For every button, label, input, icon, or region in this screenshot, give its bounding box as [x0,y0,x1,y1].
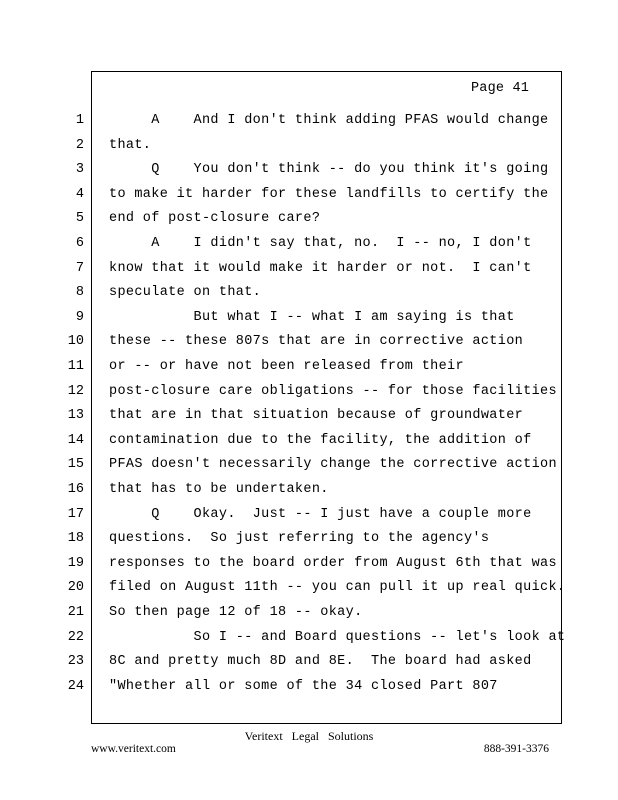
line-text: that are in that situation because of groundwater [109,408,524,424]
line-text: that has to be undertaken. [109,482,329,497]
line-text: 8C and pretty much 8D and 8E. The board had asked [109,654,532,670]
line-number: 18 [67,531,84,547]
line-number: 14 [67,432,84,448]
line-number: 7 [75,260,84,276]
line-number: 9 [75,309,84,325]
footer-phone: 888-391-3376 [483,743,549,755]
line-number: 16 [67,482,84,497]
line-text: know that it would make it harder or not. I can't [109,260,532,276]
line-text: But what I -- what I am saying is that [109,309,515,325]
line-number: 6 [75,236,84,251]
line-text: "Whether all or some of the 34 closed Part 807 [109,678,498,694]
footer-company: Veritext Legal Solutions [244,729,374,743]
line-number: 10 [67,334,84,350]
line-number: 20 [67,580,84,596]
line-text: filed on August 11th -- you can pull it up real quick. [109,580,566,596]
line-number: 24 [67,678,84,694]
line-text: A I didn't say that, no. I -- no, I don't [109,236,532,251]
line-number: 2 [75,137,84,153]
line-text: questions. So just referring to the agency's [109,531,490,547]
line-number: 1 [75,113,84,128]
line-number: 17 [67,506,84,522]
line-number: 4 [75,186,84,202]
line-text: Q You don't think -- do you think it's going [109,162,549,178]
line-text: contamination due to the facility, the addition of [109,432,532,448]
line-text: speculate on that. [109,285,262,301]
line-number: 13 [67,408,84,424]
line-text: So I -- and Board questions -- let's look at [109,629,566,645]
line-text: So then page 12 of 18 -- okay. [109,605,363,620]
line-number: 21 [67,605,84,620]
line-number: 12 [67,383,84,399]
line-number: 15 [67,457,84,473]
line-number: 11 [67,359,84,374]
line-text: to make it harder for these landfills to certify the [109,186,549,202]
footer-website: www.veritext.com [91,743,176,755]
line-number: 22 [67,629,84,645]
line-number: 23 [67,654,84,670]
line-text: that. [109,137,152,153]
line-text: or -- or have not been released from their [109,359,464,374]
line-number: 5 [75,211,84,227]
line-text: these -- these 807s that are in corrective action [109,334,524,350]
line-number: 19 [67,555,84,571]
line-text: responses to the board order from August 6th that was [109,555,557,571]
line-text: Q Okay. Just -- I just have a couple more [109,506,532,522]
line-number: 3 [75,162,84,178]
line-text: PFAS doesn't necessarily change the corrective action [109,457,557,473]
page-number: Page 41 [471,81,530,96]
line-number: 8 [75,285,84,301]
line-text: end of post-closure care? [109,211,321,227]
line-text: post-closure care obligations -- for those facilities [109,383,557,399]
line-text: A And I don't think adding PFAS would change [109,113,549,128]
